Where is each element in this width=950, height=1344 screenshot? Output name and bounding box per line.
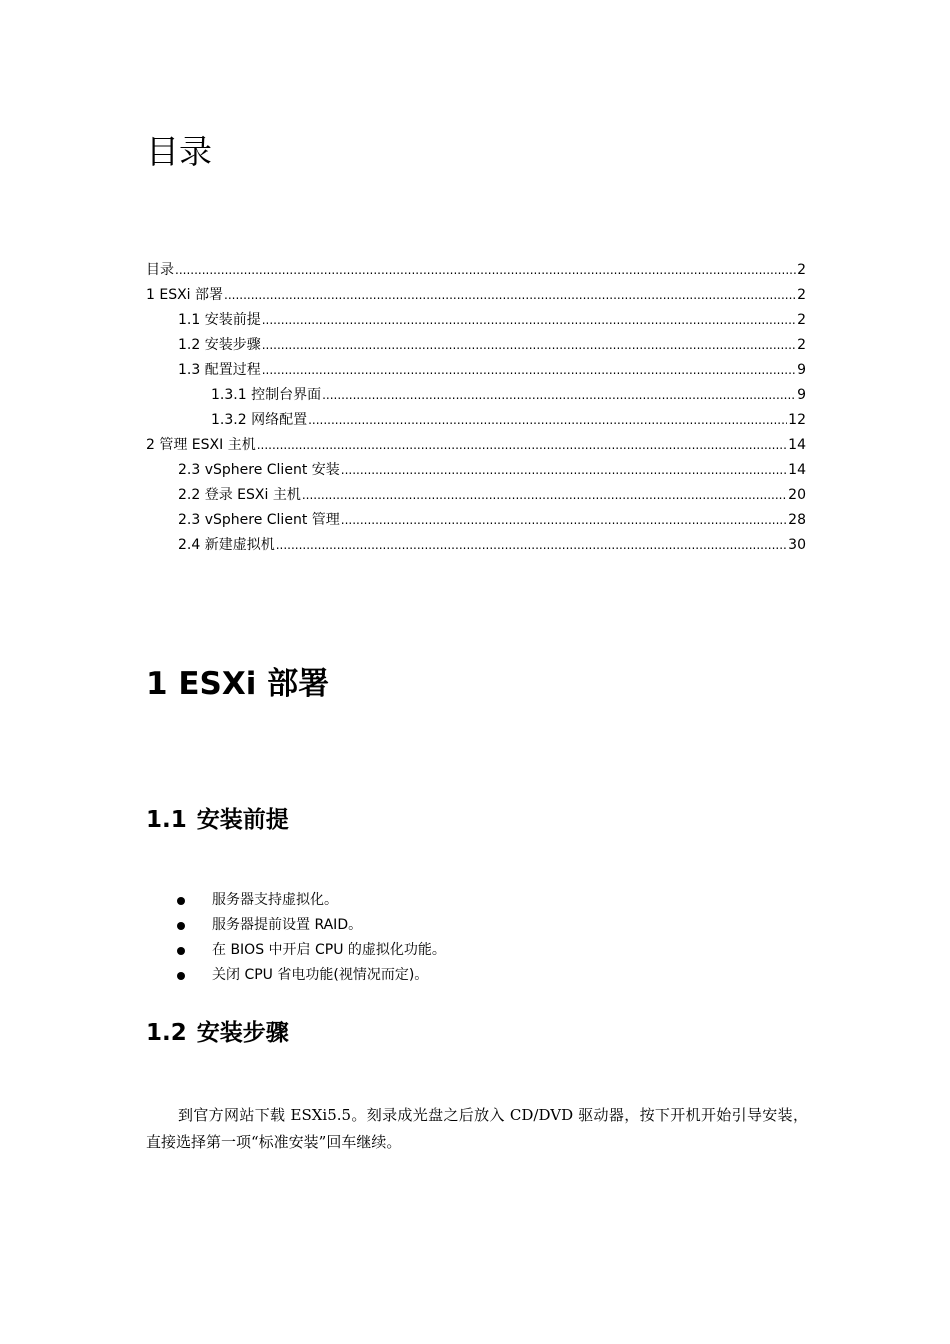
toc-dot-leader	[175, 258, 796, 283]
bullet-icon	[177, 897, 185, 905]
toc-page-number: 14	[788, 462, 806, 478]
install-steps-paragraph: 到官方网站下载 ESXi5.5。刻录成光盘之后放入 CD/DVD 驱动器，按下开机开始引导安装，直接选择第一项“标准安装”回车继续。	[146, 1106, 808, 1151]
list-item-text: 服务器提前设置 RAID。	[212, 917, 363, 933]
toc-page-number: 2	[797, 287, 806, 303]
toc-page-number: 12	[788, 412, 806, 428]
section-number: 1.2	[146, 1020, 187, 1046]
toc-page-number: 2	[797, 312, 806, 328]
list-item	[176, 888, 446, 913]
toc-entry-label: 2 管理 ESXI 主机	[146, 437, 256, 453]
toc-entry[interactable]	[146, 308, 806, 333]
list-item-text: 服务器支持虚拟化。	[212, 892, 338, 908]
toc-title: 目录	[146, 132, 212, 171]
bullet-icon	[177, 972, 185, 980]
section-1-heading: 1 ESXi 部署	[146, 666, 330, 702]
toc-entry-label: 2.3 vSphere Client 安装	[178, 462, 340, 478]
toc-entry-label: 1.1 安装前提	[178, 312, 261, 328]
toc-dot-leader	[341, 458, 787, 483]
toc-dot-leader	[322, 383, 796, 408]
toc-page-number: 9	[797, 362, 806, 378]
toc-dot-leader	[257, 433, 787, 458]
section-1-2-heading	[146, 1016, 289, 1050]
toc-dot-leader	[341, 508, 787, 533]
toc-entry[interactable]	[146, 383, 806, 408]
toc-entry[interactable]	[146, 433, 806, 458]
prerequisite-list	[176, 888, 446, 988]
list-item	[176, 913, 446, 938]
table-of-contents	[146, 258, 806, 558]
toc-entry-label: 1.3.1 控制台界面	[211, 387, 322, 403]
toc-page-number: 30	[788, 537, 806, 553]
toc-entry[interactable]	[146, 358, 806, 383]
toc-entry[interactable]	[146, 333, 806, 358]
toc-entry[interactable]	[146, 283, 806, 308]
toc-dot-leader	[262, 308, 796, 333]
toc-entry-label: 1.3 配置过程	[178, 362, 261, 378]
toc-entry-label: 目录	[146, 262, 174, 278]
toc-page-number: 14	[788, 437, 806, 453]
list-item	[176, 938, 446, 963]
section-title: 安装前提	[196, 807, 289, 833]
toc-entry-label: 2.3 vSphere Client 管理	[178, 512, 340, 528]
toc-entry-label: 1.2 安装步骤	[178, 337, 261, 353]
list-item-text: 关闭 CPU 省电功能(视情况而定)。	[212, 967, 429, 983]
toc-page-number: 2	[797, 262, 806, 278]
toc-entry[interactable]	[146, 508, 806, 533]
toc-page-number: 9	[797, 387, 806, 403]
list-item	[176, 963, 446, 988]
toc-entry[interactable]	[146, 258, 806, 283]
toc-page-number: 28	[788, 512, 806, 528]
toc-page-number: 20	[788, 487, 806, 503]
bullet-icon	[177, 922, 185, 930]
toc-dot-leader	[302, 483, 787, 508]
toc-dot-leader	[308, 408, 787, 433]
bullet-icon	[177, 947, 185, 955]
toc-entry-label: 2.4 新建虚拟机	[178, 537, 275, 553]
toc-entry-label: 1.3.2 网络配置	[211, 412, 308, 428]
toc-dot-leader	[262, 358, 796, 383]
section-1-1-heading	[146, 803, 289, 837]
toc-entry[interactable]	[146, 458, 806, 483]
toc-entry[interactable]	[146, 408, 806, 433]
toc-entry[interactable]	[146, 533, 806, 558]
toc-dot-leader	[276, 533, 787, 558]
toc-entry-label: 2.2 登录 ESXi 主机	[178, 487, 301, 503]
toc-dot-leader	[262, 333, 796, 358]
toc-entry[interactable]	[146, 483, 806, 508]
toc-page-number: 2	[797, 337, 806, 353]
toc-dot-leader	[224, 283, 796, 308]
section-number: 1.1	[146, 807, 187, 833]
section-title: 安装步骤	[196, 1020, 289, 1046]
toc-entry-label: 1 ESXi 部署	[146, 287, 224, 303]
list-item-text: 在 BIOS 中开启 CPU 的虚拟化功能。	[212, 942, 446, 958]
